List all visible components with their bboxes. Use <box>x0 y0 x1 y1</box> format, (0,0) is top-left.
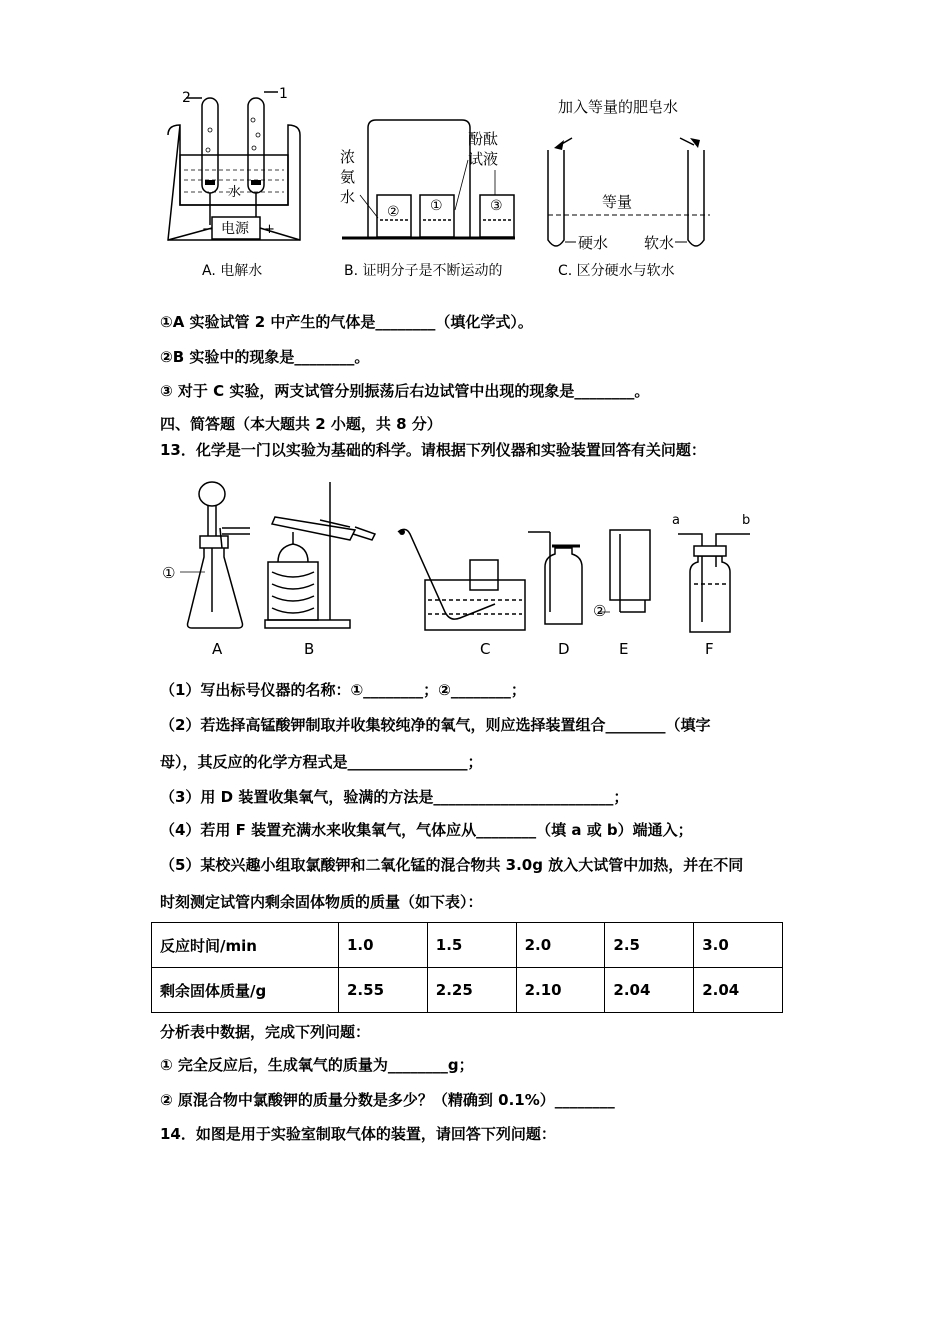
apparatus-b <box>265 482 375 628</box>
power-label: 电源 <box>221 221 249 237</box>
q13-part3: （3）用 D 装置收集氧气，验满的方法是________________________； <box>160 788 629 806</box>
caption-c: C. 区分硬水与软水 <box>558 263 675 279</box>
caption-a: A. 电解水 <box>202 263 263 279</box>
q13-title: 13．化学是一门以实验为基础的科学。请根据下列仪器和实验装置回答有关问题： <box>160 441 706 459</box>
apparatus-c <box>398 529 525 630</box>
svg-text:−: − <box>202 222 213 237</box>
beaker-1: ① <box>430 198 443 214</box>
label-f: F <box>705 640 714 658</box>
q14-title: 14．如图是用于实验室制取气体的装置，请回答下列问题： <box>160 1125 556 1143</box>
table-row: 反应时间/min 1.0 1.5 2.0 2.5 3.0 <box>152 923 783 968</box>
soft-water-label: 软水 <box>644 234 675 252</box>
water-label: 水 <box>228 185 242 200</box>
apparatus-d <box>528 532 582 624</box>
soap-water-label: 加入等量的肥皂水 <box>558 98 679 116</box>
apparatus-a <box>180 482 250 628</box>
electrolysis-apparatus <box>168 92 300 240</box>
marker-1: ① <box>162 564 176 582</box>
tube-1-label: 1 <box>279 86 288 102</box>
label-e: E <box>619 640 629 658</box>
q13-part4: （4）若用 F 装置充满水来收集氧气，气体应从________（填 a 或 b）端通入； <box>160 821 693 839</box>
section-heading: 四、简答题（本大题共 2 小题，共 8 分） <box>160 415 442 433</box>
figure-top <box>150 80 710 285</box>
hard-water-label: 硬水 <box>578 234 609 252</box>
apparatus-f <box>678 534 750 632</box>
port-b: b <box>742 513 751 528</box>
equal-label: 等量 <box>602 193 633 211</box>
test-tubes-c <box>548 138 710 246</box>
label-c: C <box>480 640 491 658</box>
q13-part1: （1）写出标号仪器的名称：①________；②________； <box>160 681 526 699</box>
beaker-2: ② <box>387 204 400 220</box>
analysis-q1: ① 完全反应后，生成氧气的质量为________g； <box>160 1056 474 1074</box>
q13-part5-cont: 时刻测定试管内剩余固体物质的质量（如下表）： <box>160 893 483 911</box>
apparatus-e <box>598 530 650 612</box>
svg-text:+: + <box>264 222 275 237</box>
label-b: B <box>304 640 315 658</box>
marker-2: ② <box>593 602 607 620</box>
q13-part5: （5）某校兴趣小组取氯酸钾和二氧化锰的混合物共 3.0g 放入大试管中加热，并在不同 <box>160 856 744 874</box>
q13-part2-cont: 母），其反应的化学方程式是________________； <box>160 753 483 771</box>
label-d: D <box>558 640 570 658</box>
ammonia-label: 浓氨水 <box>340 148 356 206</box>
figure-apparatus <box>150 472 770 662</box>
label-a: A <box>212 640 223 658</box>
analysis-q2: ② 原混合物中氯酸钾的质量分数是多少？（精确到 0.1%）________ <box>160 1091 615 1109</box>
table-row: 剩余固体质量/g 2.55 2.25 2.10 2.04 2.04 <box>152 968 783 1013</box>
port-a: a <box>672 513 680 528</box>
beaker-3: ③ <box>490 198 503 214</box>
tube-2-label: 2 <box>182 90 191 106</box>
mass-table <box>151 922 783 1013</box>
q12-part3: ③ 对于 C 实验，两支试管分别振荡后右边试管中出现的现象是________。 <box>160 382 650 400</box>
q12-part1: ①A 实验试管 2 中产生的气体是________（填化学式）。 <box>160 313 533 331</box>
analysis-intro: 分析表中数据，完成下列问题： <box>160 1023 371 1041</box>
caption-b: B. 证明分子是不断运动的 <box>344 263 503 279</box>
q12-part2: ②B 实验中的现象是________。 <box>160 348 370 366</box>
phenolphthalein-label: 酚酞试液 <box>468 130 499 168</box>
q13-part2: （2）若选择高锰酸钾制取并收集较纯净的氧气，则应选择装置组合________（填字 <box>160 716 711 734</box>
